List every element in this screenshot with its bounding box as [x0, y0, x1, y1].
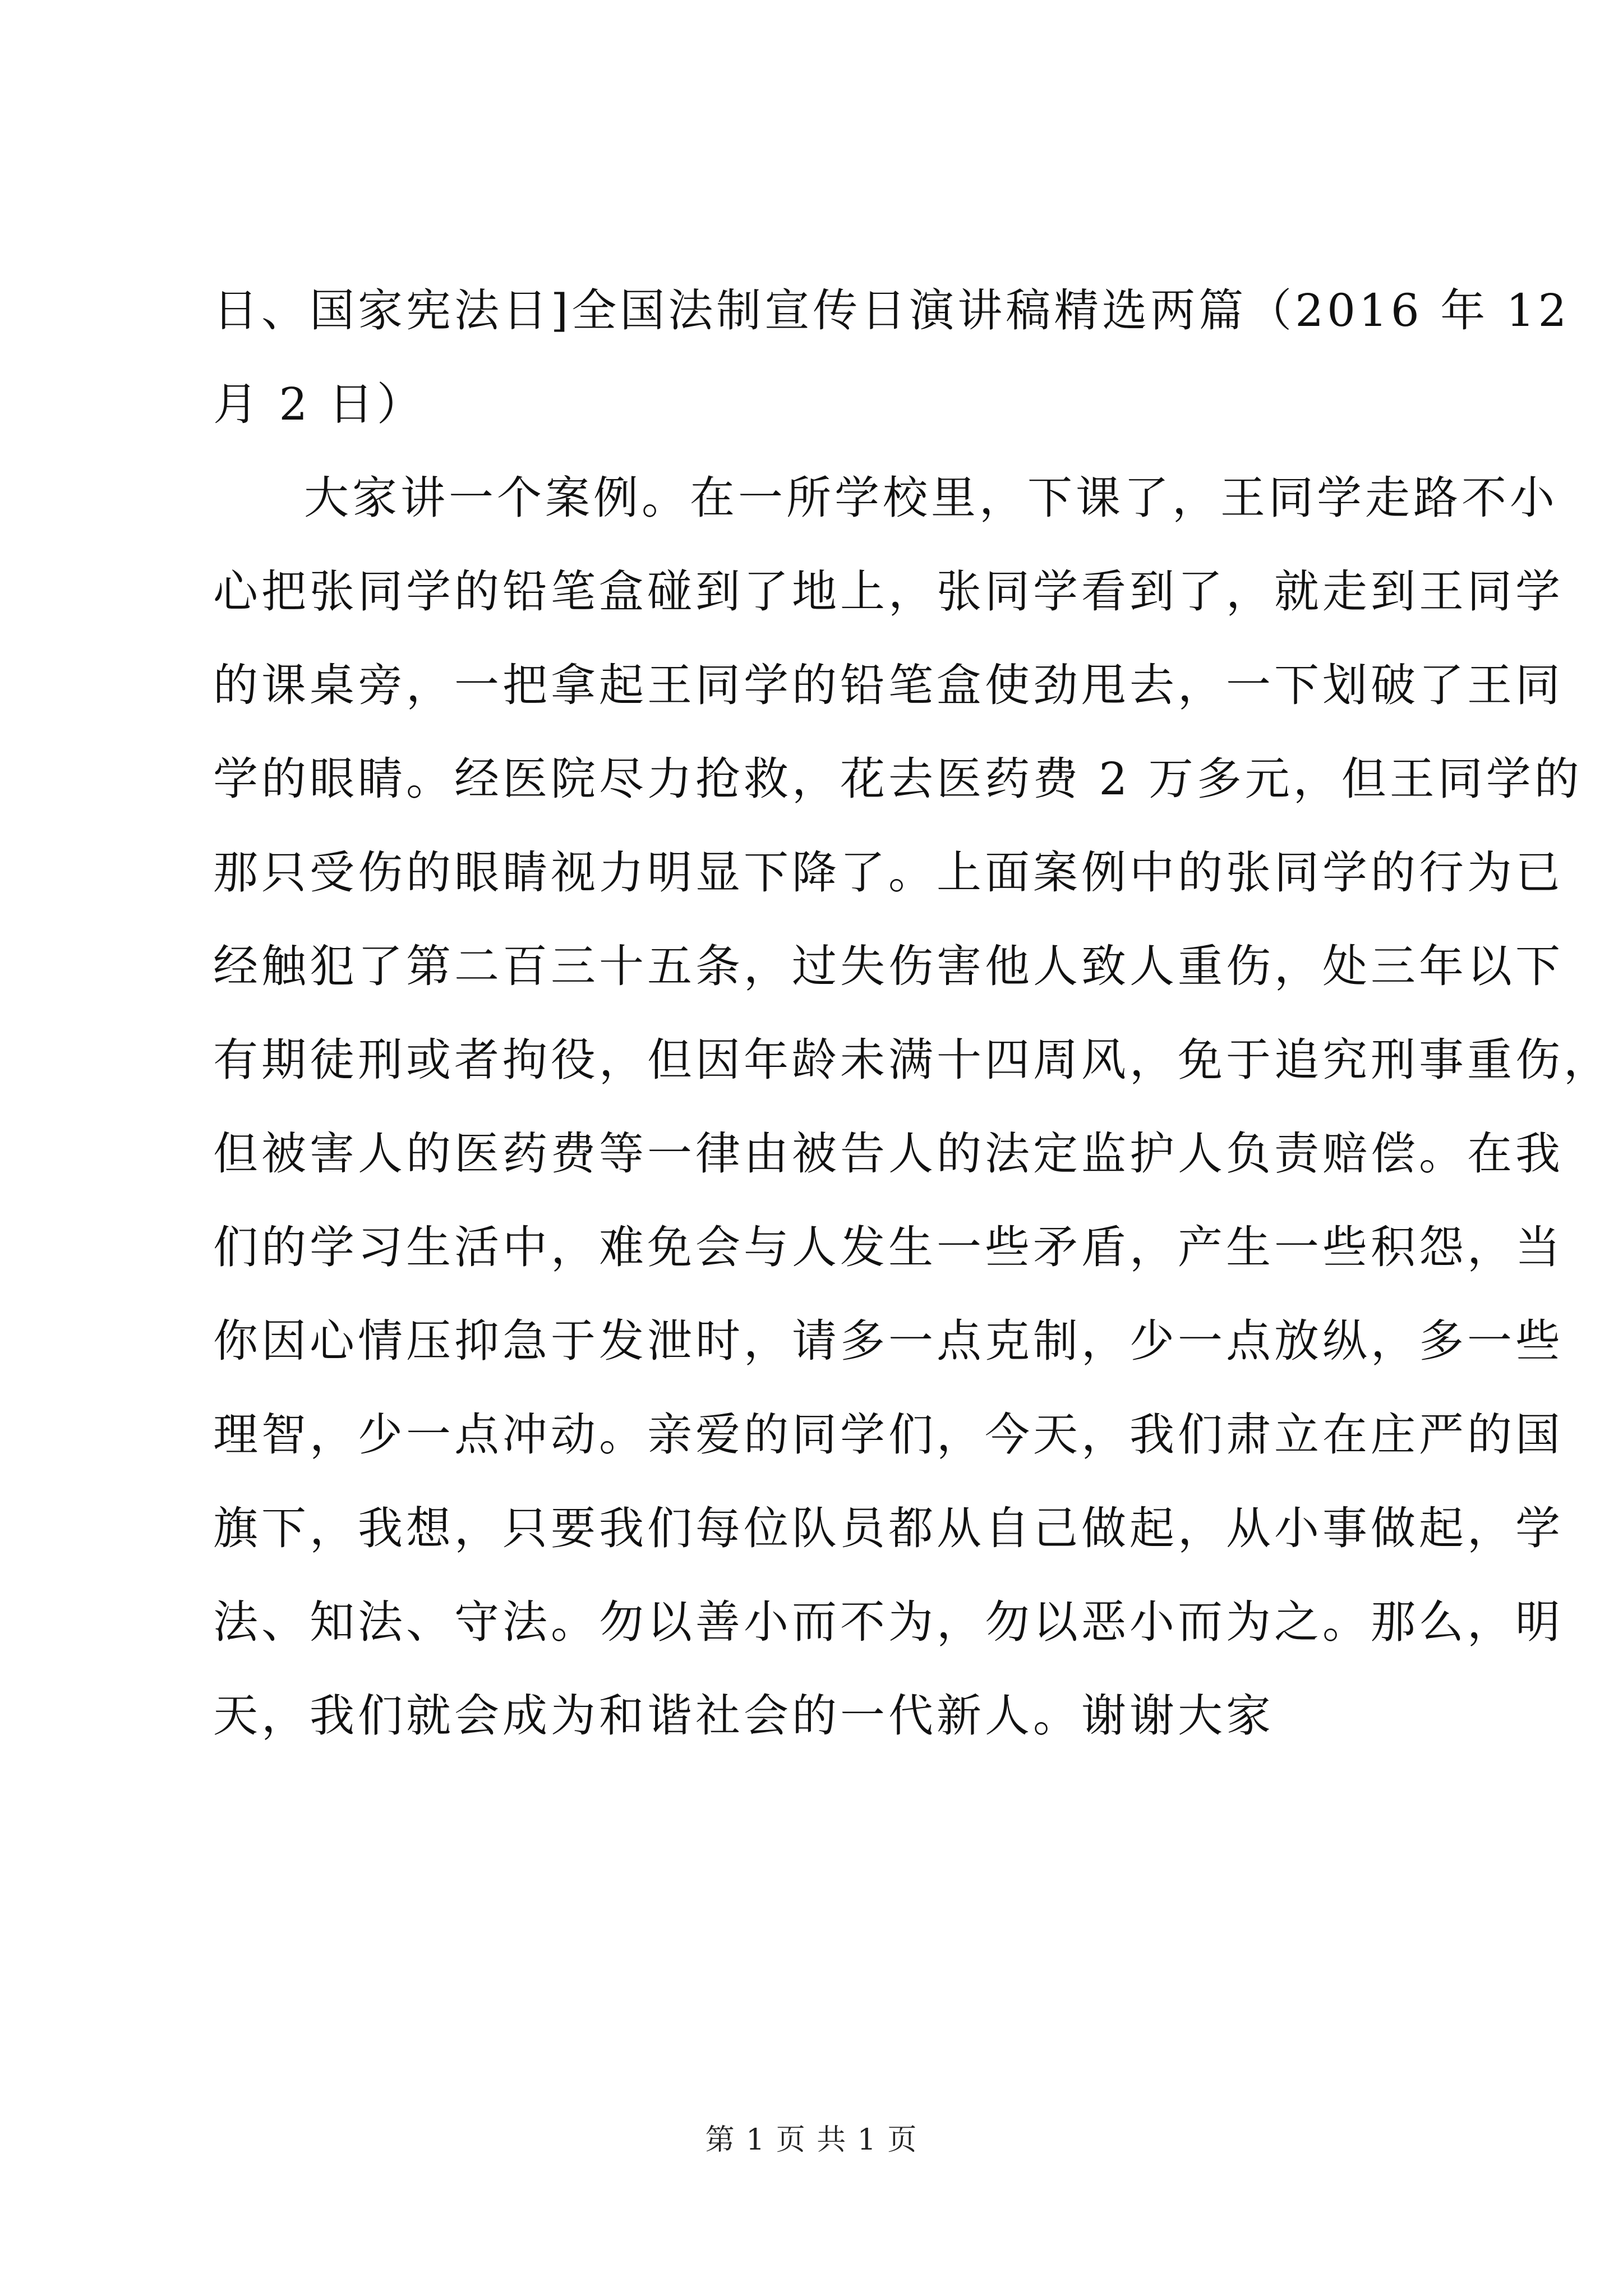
paragraph-line-2: 心把张同学的铅笔盒碰到了地上，张同学看到了，就走到王同学	[213, 565, 1564, 618]
paragraph-line-14: 天，我们就会成为和谐社会的一代新人。谢谢大家	[213, 1690, 1274, 1742]
paragraph-line-12: 旗下，我想，只要我们每位队员都从自己做起，从小事做起，学	[213, 1502, 1564, 1554]
paragraph-line-4: 学的眼睛。经医院尽力抢救，花去医药费 2 万多元，但王同学的	[213, 753, 1583, 805]
paragraph-line-7: 有期徒刑或者拘役，但因年龄未满十四周风，免于追究刑事重伤，	[213, 1034, 1612, 1086]
paragraph-line-6: 经触犯了第二百三十五条，过失伤害他人致人重伤，处三年以下	[213, 940, 1564, 992]
paragraph-line-13: 法、知法、守法。勿以善小而不为，勿以恶小而为之。那么，明	[213, 1596, 1564, 1648]
paragraph-line-5: 那只受伤的眼睛视力明显下降了。上面案例中的张同学的行为已	[213, 846, 1564, 899]
paragraph-line-10: 你因心情压抑急于发泄时，请多一点克制，少一点放纵，多一些	[213, 1315, 1564, 1367]
page-footer: 第 1 页 共 1 页	[705, 2123, 918, 2157]
paragraph-line-3: 的课桌旁，一把拿起王同学的铅笔盒使劲甩去，一下划破了王同	[213, 659, 1564, 711]
title-line-2: 月 2 日）	[213, 378, 425, 430]
paragraph-line-9: 们的学习生活中，难免会与人发生一些矛盾，产生一些积怨，当	[213, 1221, 1564, 1273]
title-line-1: 日、国家宪法日]全国法制宣传日演讲稿精选两篇（2016 年 12	[213, 284, 1570, 337]
paragraph-line-8: 但被害人的医药费等一律由被告人的法定监护人负责赔偿。在我	[213, 1128, 1564, 1180]
paragraph-line-11: 理智，少一点冲动。亲爱的同学们，今天，我们肃立在庄严的国	[213, 1409, 1564, 1461]
document-body	[213, 264, 1612, 1763]
paragraph-line-1: 大家讲一个案例。在一所学校里，下课了，王同学走路不小	[304, 472, 1558, 524]
